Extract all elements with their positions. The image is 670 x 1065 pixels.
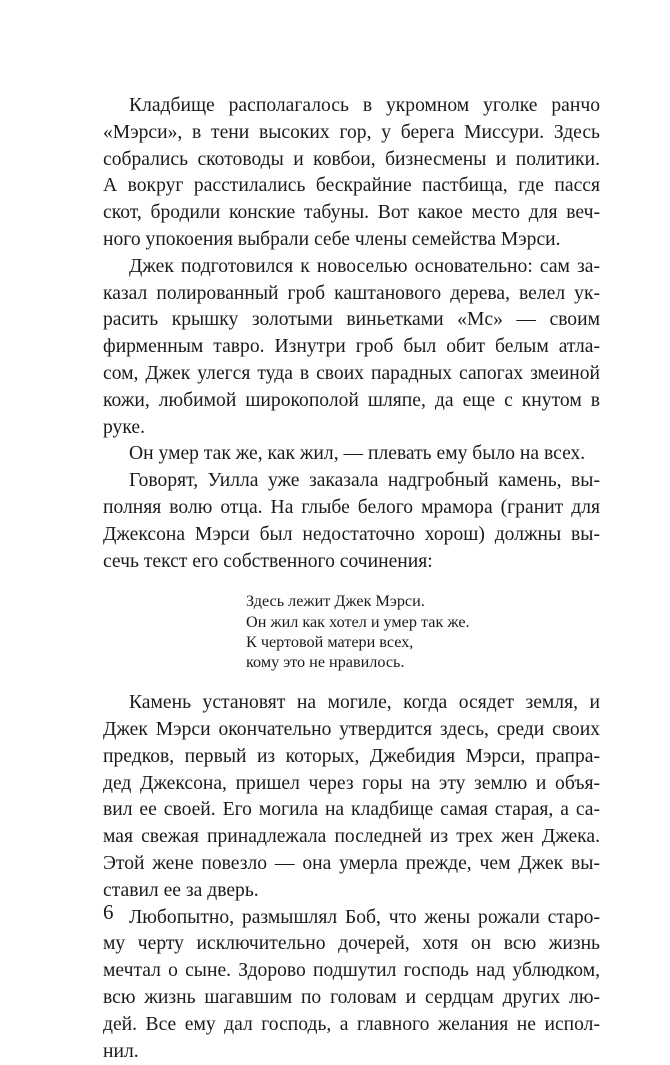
text-line: А вокруг расстилались бескрайние пастбища, где пасся: [103, 175, 600, 197]
text-line: му черту исключительно дочерей, хотя он всю жизнь: [103, 933, 600, 955]
text-line: полняя волю отца. На глыбе белого мрамора (гранит для: [103, 496, 600, 518]
text-line: фирменным тавро. Изнутри гроб был обит белым атла-: [103, 336, 600, 358]
text-line: собрались скотоводы и ковбои, бизнесмены и политики.: [103, 148, 600, 170]
text-line: Он умер так же, как жил, — плевать ему было на всех.: [129, 443, 586, 465]
text-line: ного упокоения выбрали себе члены семейства Мэрси.: [103, 228, 561, 250]
text-line: расить крышку золотыми виньетками «Mc» — своим: [103, 309, 600, 331]
text-line: дед Джексона, пришел через горы на эту землю и объя-: [103, 772, 600, 794]
text-line: мечтал о сыне. Здорово подшутил господь над ублюдком,: [103, 960, 600, 982]
paragraph-3: [103, 441, 600, 468]
verse-line: Он жил как хотел и умер так же.: [246, 612, 470, 631]
text-line: нил.: [103, 1040, 139, 1062]
text-line: Джек Мэрси окончательно утвердится здесь, среди своих: [103, 718, 600, 740]
text-line: Камень установят на могиле, когда осядет земля, и: [129, 692, 600, 714]
text-line: дей. Все ему дал господь, а главного желания не испол-: [103, 1013, 600, 1035]
paragraph-6: [103, 905, 600, 1065]
paragraph-1: [103, 93, 600, 254]
text-line: Кладбище располагалось в укромном уголке ранчо: [129, 95, 600, 116]
epitaph-verse: [246, 591, 600, 672]
text-line: «Мэрси», в тени высоких гор, у берега Миссури. Здесь: [103, 121, 600, 143]
paragraph-5: [103, 690, 600, 904]
text-line: ставил ее за дверь.: [103, 879, 259, 901]
text-line: мая свежая принадлежала последней из трех жен Джека.: [103, 826, 600, 848]
text-line: всю жизнь шагавшим по головам и сердцам других лю-: [103, 986, 600, 1008]
verse-line: Здесь лежит Джек Мэрси.: [246, 592, 425, 611]
text-line: руке.: [103, 416, 145, 438]
page-body: [103, 93, 600, 1065]
text-line: Джек подготовился к новоселью основательно: сам за-: [129, 255, 600, 277]
text-line: предков, первый из которых, Джебидия Мэрси, прапра-: [103, 745, 600, 767]
verse-line: К чертовой матери всех,: [246, 632, 414, 651]
verse-line: кому это не нравилось.: [246, 652, 405, 671]
text-line: скот, бродили конские табуны. Вот какое место для веч-: [103, 202, 600, 224]
text-line: сом, Джек улегся туда в своих парадных сапогах змеиной: [103, 362, 600, 384]
text-line: кожи, любимой широкополой шляпе, да еще с кнутом в: [103, 389, 600, 411]
text-line: Этой жене повезло — она умерла прежде, чем Джек вы-: [103, 852, 600, 874]
text-line: Любопытно, размышлял Боб, что жены рожали старо-: [129, 906, 600, 928]
text-line: Джексона Мэрси был недостаточно хорош) должны вы-: [103, 523, 600, 545]
text-line: казал полированный гроб каштанового дерева, велел ук-: [103, 282, 600, 304]
page-number: 6: [103, 900, 114, 924]
text-line: Говорят, Уилла уже заказала надгробный камень, вы-: [129, 470, 600, 492]
paragraph-4: [103, 468, 600, 575]
text-line: вил ее своей. Его могила на кладбище самая старая, а са-: [103, 799, 600, 821]
text-line: сечь текст его собственного сочинения:: [103, 550, 433, 572]
paragraph-2: [103, 254, 600, 442]
